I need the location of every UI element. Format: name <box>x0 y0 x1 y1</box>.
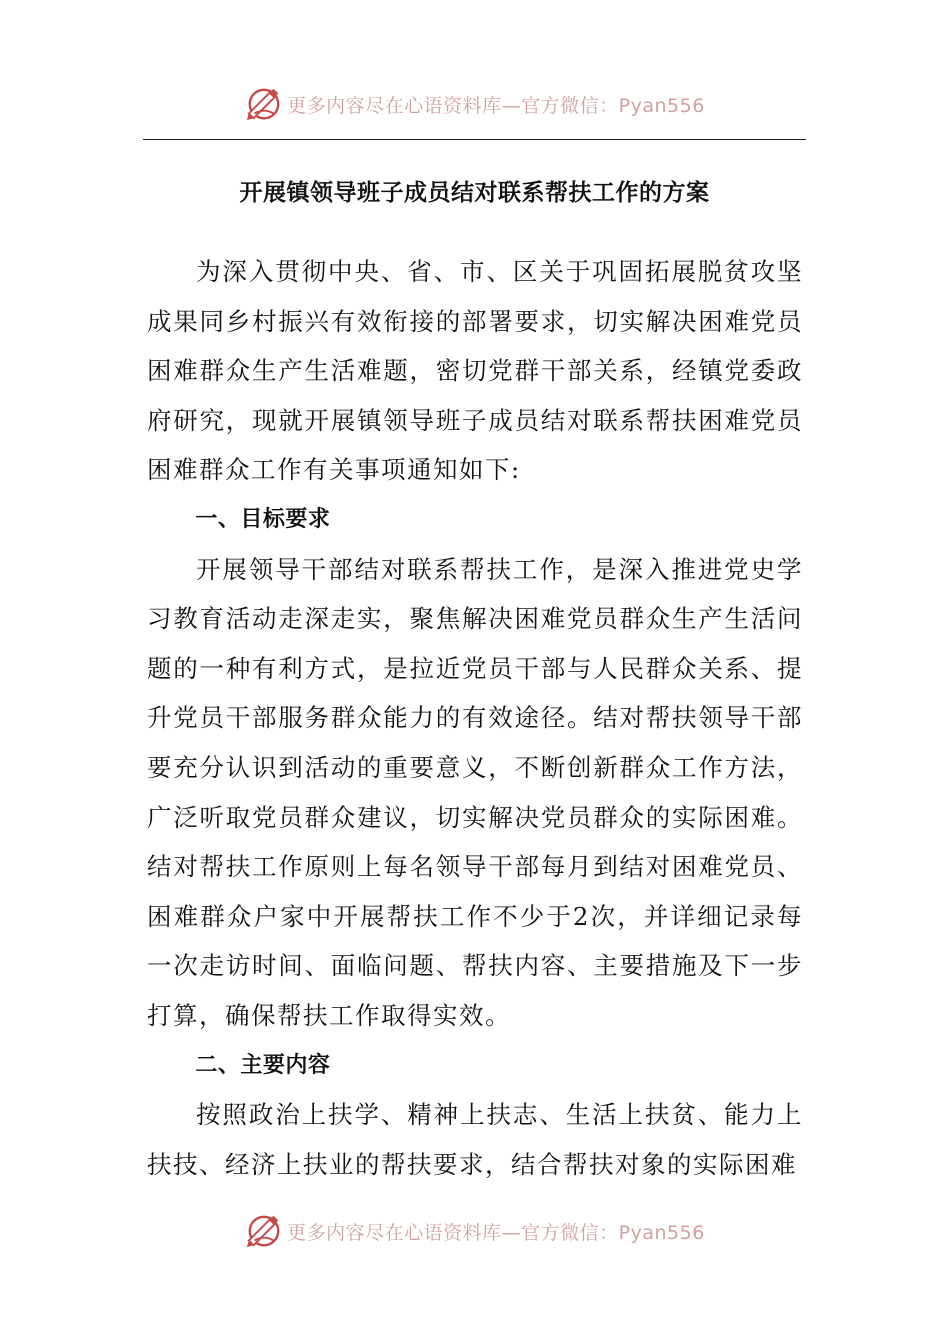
footer-banner-content <box>245 1212 705 1250</box>
goals-paragraph: 开展领导干部结对联系帮扶工作，是深入推进党史学习教育活动走深走实，聚焦解决困难党员群众生产生活问题的一种有利方式，是拉近党员干部与人民群众关系、提升党员干部服务群众能力的有效途径。结对帮扶领导干部要充分认识到活动的重要意义，不断创新群众工作方法，广泛听取党员群众建议，切实解决党员群众的实际困难。结对帮扶工作原则上每名领导干部每月到结对困难党员、困难群众户家中开展帮扶工作不少于2次，并详细记录每一次走访时间、面临问题、帮扶内容、主要措施及下一步打算，确保帮扶工作取得实效。 <box>147 554 803 1030</box>
section-heading-content: 二、主要内容 <box>195 1052 331 1078</box>
document-body <box>147 247 803 1189</box>
footer-banner-text: 更多内容尽在心语资料库—官方微信：Pyan556 <box>287 1221 705 1244</box>
pen-circle-logo-icon <box>245 85 283 123</box>
footer-banner <box>0 1211 950 1251</box>
document-title: 开展镇领导班子成员结对联系帮扶工作的方案 <box>239 179 710 206</box>
intro-paragraph: 为深入贯彻中央、省、市、区关于巩固拓展脱贫攻坚成果同乡村振兴有效衔接的部署要求，切实解决困难党员困难群众生产生活难题，密切党群干部关系，经镇党委政府研究，现就开展镇领导班子成员结对联系帮扶困难党员困难群众工作有关事项通知如下: <box>147 257 803 485</box>
header-banner-text: 更多内容尽在心语资料库—官方微信：Pyan556 <box>287 94 705 117</box>
section-heading-goals: 一、目标要求 <box>195 506 331 532</box>
header-divider <box>143 139 806 140</box>
header-banner-content <box>245 85 705 123</box>
header-banner <box>0 84 950 124</box>
content-paragraph: 按照政治上扶学、精神上扶志、生活上扶贫、能力上扶技、经济上扶业的帮扶要求，结合帮扶对象的实际困难 <box>147 1100 803 1179</box>
pen-circle-logo-icon <box>245 1212 283 1250</box>
